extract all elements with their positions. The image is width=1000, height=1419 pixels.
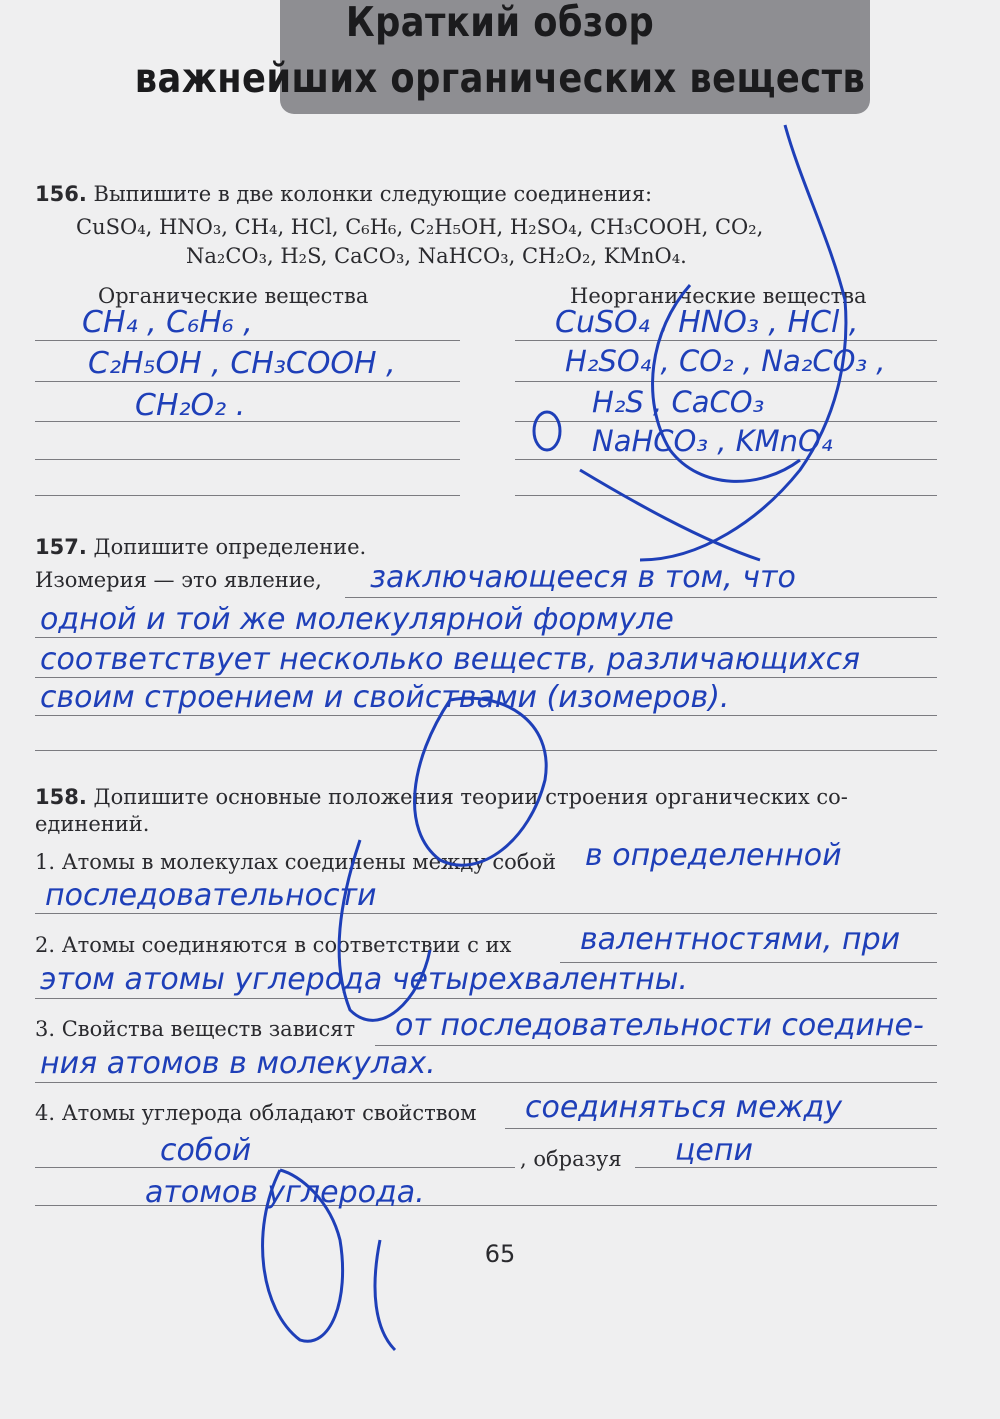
theory-item-3-answer: от последовательности соедине- bbox=[395, 1008, 924, 1043]
organic-answer: CH₂O₂ . bbox=[135, 388, 246, 423]
pen-stroke bbox=[640, 125, 846, 560]
theory-item-4-answer: цепи bbox=[675, 1133, 753, 1168]
theory-item-4-mid: , образуя bbox=[520, 1147, 622, 1171]
theory-item-3: 3. Свойства веществ зависят bbox=[35, 1017, 356, 1041]
theory-item-2: 2. Атомы соединяются в соответствии с их bbox=[35, 933, 512, 957]
task-156-list-line2: Na₂CO₃, H₂S, CaCO₃, NaHCO₃, CH₂O₂, KMnO₄. bbox=[186, 244, 687, 268]
task-157-prompt: Допишите определение. bbox=[93, 535, 367, 559]
theory-item-2-answer: валентностями, при bbox=[580, 922, 901, 957]
pen-stroke bbox=[534, 412, 560, 450]
inorganic-answer: H₂SO₄ , CO₂ , Na₂CO₃ , bbox=[565, 344, 886, 378]
pen-stroke bbox=[263, 1170, 343, 1341]
task-158-prompt: Допишите основные положения теории строения органических со- bbox=[93, 785, 848, 809]
task-158-prompt-line2: единений. bbox=[35, 812, 150, 836]
organic-answer: C₂H₅OH , CH₃COOH , bbox=[88, 346, 396, 381]
inorganic-column-label: Неорганические вещества bbox=[570, 284, 867, 308]
isomerism-answer: одной и той же молекулярной формуле bbox=[40, 602, 674, 637]
isomerism-answer: своим строением и свойствами (изомеров). bbox=[40, 680, 730, 715]
task-158-number: 158. bbox=[35, 785, 87, 809]
inorganic-answer: H₂S , CaCO₃ bbox=[592, 385, 765, 419]
theory-item-4-answer: соединяться между bbox=[525, 1090, 843, 1125]
task-156-prompt: Выпишите в две колонки следующие соединения: bbox=[93, 182, 653, 206]
inorganic-answer: CuSO₄ , HNO₃ , HCl , bbox=[555, 305, 859, 340]
inorganic-answer: NaHCO₃ , KMnO₄ bbox=[592, 424, 833, 458]
theory-item-1-answer: в определенной bbox=[585, 838, 842, 873]
theory-item-1: 1. Атомы в молекулах соединены между собой bbox=[35, 850, 557, 874]
organic-answer: CH₄ , C₆H₆ , bbox=[82, 305, 253, 340]
theory-item-4-answer: атомов углерода. bbox=[145, 1175, 425, 1210]
isomerism-answer: соответствует несколько веществ, различающихся bbox=[40, 642, 861, 677]
theory-item-4: 4. Атомы углерода обладают свойством bbox=[35, 1101, 477, 1125]
task-157-number: 157. bbox=[35, 535, 87, 559]
theory-item-2-answer: этом атомы углерода четырехвалентны. bbox=[40, 962, 688, 997]
theory-item-4-answer: собой bbox=[160, 1133, 252, 1168]
pen-stroke bbox=[415, 698, 547, 865]
task-156-number: 156. bbox=[35, 182, 87, 206]
organic-column-label: Органические вещества bbox=[98, 284, 369, 308]
pen-stroke bbox=[580, 470, 760, 560]
theory-item-1-answer: последовательности bbox=[45, 878, 377, 913]
pen-stroke bbox=[653, 285, 800, 481]
page-title-line1: Краткий обзор bbox=[345, 0, 655, 46]
pen-stroke bbox=[339, 840, 430, 1020]
task-157-lead: Изомерия — это явление, bbox=[35, 568, 322, 592]
task-156-list-line1: CuSO₄, HNO₃, CH₄, HCl, C₆H₆, C₂H₅OH, H₂SO₄, CH₃COOH, CO₂, bbox=[76, 215, 764, 239]
isomerism-answer: заключающееся в том, что bbox=[370, 560, 796, 595]
page-title-line2: важнейших органических веществ bbox=[134, 54, 866, 102]
pen-stroke bbox=[375, 1240, 395, 1350]
page-number: 65 bbox=[484, 1240, 516, 1268]
theory-item-3-answer: ния атомов в молекулах. bbox=[40, 1046, 436, 1081]
